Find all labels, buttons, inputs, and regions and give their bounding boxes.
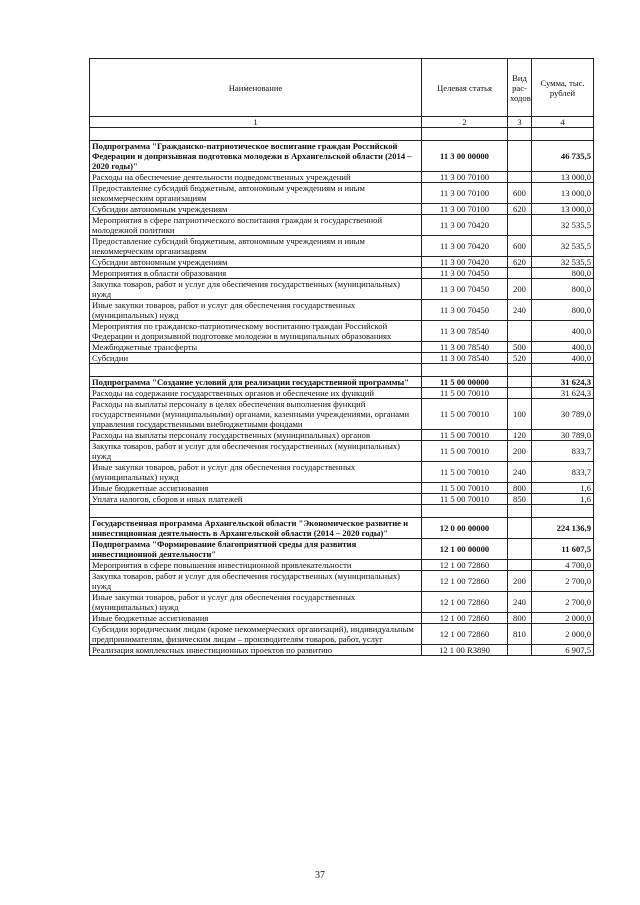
page-number: 37 — [315, 870, 325, 881]
table-row — [90, 268, 594, 279]
item-name: Предоставление субсидий бюджетным, автономным учреждениям и иным некоммерческим организациям — [90, 236, 422, 257]
target-article-code: 11 3 00 00000 — [422, 141, 508, 172]
target-article-code: 12 1 00 72860 — [422, 613, 508, 624]
table-row — [90, 613, 594, 624]
column-header-kind: Вид рас-ходов — [508, 59, 532, 117]
table-row — [90, 204, 594, 215]
item-name: Закупка товаров, работ и услуг для обеспечения государственных (муниципальных) нужд — [90, 279, 422, 300]
table-row — [90, 342, 594, 353]
table-row — [90, 430, 594, 441]
amount-value: 4 700,0 — [532, 560, 594, 571]
item-name: Подпрограмма "Создание условий для реализации государственной программы" — [90, 377, 422, 388]
item-name: Расходы на обеспечение деятельности подведомственных учреждений — [90, 172, 422, 183]
item-name: Расходы на содержание государственных органов и обеспечение их функций — [90, 388, 422, 399]
target-article-code: 12 1 00 72860 — [422, 571, 508, 592]
expense-kind-code: 600 — [508, 236, 532, 257]
item-name: Закупка товаров, работ и услуг для обеспечения государственных (муниципальных) нужд — [90, 441, 422, 462]
target-article-code: 11 5 00 70010 — [422, 388, 508, 399]
empty-cell — [532, 364, 594, 377]
target-article-code: 11 3 00 78540 — [422, 342, 508, 353]
item-name: Субсидии автономным учреждениям — [90, 204, 422, 215]
amount-value: 400,0 — [532, 321, 594, 342]
spacer-row — [90, 505, 594, 518]
item-name: Субсидии юридическим лицам (кроме некоммерческих организаций), индивидуальным предпринимателям, физическим лицам – производителям товаров, работ, услуг — [90, 624, 422, 645]
expense-kind-code: 600 — [508, 183, 532, 204]
item-name: Расходы на выплаты персоналу в целях обеспечения выполнения функций государственными (муниципальными) органами, казенными учреждениями, органами управления государственными внебюджетными фондами — [90, 399, 422, 430]
empty-cell — [422, 364, 508, 377]
target-article-code: 11 5 00 70010 — [422, 399, 508, 430]
amount-value: 400,0 — [532, 353, 594, 364]
amount-value: 6 907,5 — [532, 645, 594, 656]
item-name: Иные закупки товаров, работ и услуг для обеспечения государственных (муниципальных) нужд — [90, 300, 422, 321]
target-article-code: 11 5 00 70010 — [422, 462, 508, 483]
amount-value: 833,7 — [532, 441, 594, 462]
target-article-code: 12 1 00 72860 — [422, 624, 508, 645]
expense-kind-code: 620 — [508, 204, 532, 215]
amount-value: 31 624,3 — [532, 388, 594, 399]
item-name: Расходы на выплаты персоналу государственных (муниципальных) органов — [90, 430, 422, 441]
item-name: Государственная программа Архангельской области "Экономическое развитие и инвестиционная деятельность в Архангельской области (2014 – 2020 годы)" — [90, 518, 422, 539]
expense-kind-code: 200 — [508, 279, 532, 300]
expense-kind-code — [508, 645, 532, 656]
table-body — [90, 128, 594, 656]
column-number: 2 — [422, 117, 508, 128]
table-row — [90, 560, 594, 571]
amount-value: 13 000,0 — [532, 204, 594, 215]
expense-kind-code: 200 — [508, 441, 532, 462]
table-row — [90, 257, 594, 268]
empty-cell — [508, 364, 532, 377]
expense-kind-code — [508, 560, 532, 571]
item-name: Иные бюджетные ассигнования — [90, 483, 422, 494]
amount-value: 30 789,0 — [532, 399, 594, 430]
amount-value: 224 136,9 — [532, 518, 594, 539]
table-row — [90, 388, 594, 399]
target-article-code: 11 3 00 70100 — [422, 183, 508, 204]
target-article-code: 11 3 00 70420 — [422, 236, 508, 257]
table-row — [90, 321, 594, 342]
table-row — [90, 172, 594, 183]
target-article-code: 11 5 00 70010 — [422, 430, 508, 441]
item-name: Мероприятия в области образования — [90, 268, 422, 279]
table-row — [90, 483, 594, 494]
amount-value: 1,6 — [532, 483, 594, 494]
expense-kind-code — [508, 141, 532, 172]
amount-value: 13 000,0 — [532, 172, 594, 183]
expense-kind-code — [508, 268, 532, 279]
target-article-code: 12 1 00 72860 — [422, 560, 508, 571]
target-article-code: 11 3 00 70420 — [422, 257, 508, 268]
expense-kind-code: 500 — [508, 342, 532, 353]
program-row — [90, 518, 594, 539]
expense-kind-code — [508, 321, 532, 342]
expense-kind-code: 800 — [508, 613, 532, 624]
expense-kind-code: 240 — [508, 592, 532, 613]
column-header-name: Наименование — [90, 59, 422, 117]
expense-kind-code: 800 — [508, 483, 532, 494]
table-row — [90, 279, 594, 300]
amount-value: 1,6 — [532, 494, 594, 505]
empty-cell — [90, 364, 422, 377]
table-row — [90, 462, 594, 483]
empty-cell — [90, 128, 422, 141]
target-article-code: 11 5 00 70010 — [422, 441, 508, 462]
item-name: Подпрограмма "Гражданско-патриотическое воспитание граждан Российской Федерации и допризывная подготовка молодежи в Архангельской области (2014 – 2020 годы)" — [90, 141, 422, 172]
target-article-code: 11 5 00 70010 — [422, 494, 508, 505]
target-article-code: 12 0 00 00000 — [422, 518, 508, 539]
program-row — [90, 377, 594, 388]
target-article-code: 11 3 00 78540 — [422, 321, 508, 342]
expense-kind-code: 100 — [508, 399, 532, 430]
amount-value: 31 624,3 — [532, 377, 594, 388]
budget-table — [89, 58, 594, 656]
item-name: Субсидии автономным учреждениям — [90, 257, 422, 268]
expense-kind-code: 240 — [508, 462, 532, 483]
column-number: 4 — [532, 117, 594, 128]
amount-value: 32 535,5 — [532, 236, 594, 257]
expense-kind-code: 520 — [508, 353, 532, 364]
expense-kind-code: 200 — [508, 571, 532, 592]
program-row — [90, 539, 594, 560]
expense-kind-code — [508, 172, 532, 183]
target-article-code: 11 3 00 70450 — [422, 268, 508, 279]
expense-kind-code — [508, 377, 532, 388]
item-name: Предоставление субсидий бюджетным, автономным учреждениям и иным некоммерческим организациям — [90, 183, 422, 204]
amount-value: 32 535,5 — [532, 257, 594, 268]
expense-kind-code: 620 — [508, 257, 532, 268]
column-number: 1 — [90, 117, 422, 128]
amount-value: 32 535,5 — [532, 215, 594, 236]
target-article-code: 11 3 00 70100 — [422, 204, 508, 215]
amount-value: 800,0 — [532, 279, 594, 300]
expense-kind-code — [508, 388, 532, 399]
target-article-code: 12 1 00 72860 — [422, 592, 508, 613]
column-header-code: Целевая статья — [422, 59, 508, 117]
item-name: Мероприятия по гражданско-патриотическому воспитанию граждан Российской Федерации и допризывной подготовке молодежи в муниципальных образованиях — [90, 321, 422, 342]
amount-value: 2 700,0 — [532, 592, 594, 613]
expense-kind-code — [508, 518, 532, 539]
spacer-row — [90, 128, 594, 141]
empty-cell — [422, 128, 508, 141]
amount-value: 11 607,5 — [532, 539, 594, 560]
expense-kind-code: 240 — [508, 300, 532, 321]
target-article-code: 12 1 00 00000 — [422, 539, 508, 560]
item-name: Мероприятия в сфере патриотического воспитания граждан и государственной молодежной политики — [90, 215, 422, 236]
table-row — [90, 441, 594, 462]
target-article-code: 11 3 00 70420 — [422, 215, 508, 236]
table-row — [90, 183, 594, 204]
item-name: Субсидии — [90, 353, 422, 364]
amount-value: 2 000,0 — [532, 613, 594, 624]
table-row — [90, 236, 594, 257]
amount-value: 46 735,5 — [532, 141, 594, 172]
column-header-sum: Сумма, тыс. рублей — [532, 59, 594, 117]
item-name: Межбюджетные трансферты — [90, 342, 422, 353]
empty-cell — [422, 505, 508, 518]
empty-cell — [532, 128, 594, 141]
amount-value: 800,0 — [532, 300, 594, 321]
item-name: Мероприятия в сфере повышения инвестиционной привлекательности — [90, 560, 422, 571]
item-name: Реализация комплексных инвестиционных проектов по развитию — [90, 645, 422, 656]
table-row — [90, 624, 594, 645]
item-name: Иные бюджетные ассигнования — [90, 613, 422, 624]
empty-cell — [90, 505, 422, 518]
item-name: Закупка товаров, работ и услуг для обеспечения государственных (муниципальных) нужд — [90, 571, 422, 592]
target-article-code: 11 5 00 00000 — [422, 377, 508, 388]
expense-kind-code — [508, 539, 532, 560]
table-row — [90, 494, 594, 505]
target-article-code: 11 3 00 70450 — [422, 279, 508, 300]
item-name: Подпрограмма "Формирование благоприятной среды для развития инвестиционной деятельности" — [90, 539, 422, 560]
expense-kind-code: 810 — [508, 624, 532, 645]
expense-kind-code — [508, 215, 532, 236]
target-article-code: 11 3 00 78540 — [422, 353, 508, 364]
table-row — [90, 300, 594, 321]
target-article-code: 11 5 00 70010 — [422, 483, 508, 494]
table-header-row — [90, 59, 594, 117]
target-article-code: 11 3 00 70450 — [422, 300, 508, 321]
table-row — [90, 571, 594, 592]
amount-value: 2 000,0 — [532, 624, 594, 645]
target-article-code: 11 3 00 70100 — [422, 172, 508, 183]
amount-value: 13 000,0 — [532, 183, 594, 204]
spacer-row — [90, 364, 594, 377]
amount-value: 800,0 — [532, 268, 594, 279]
expense-kind-code: 850 — [508, 494, 532, 505]
program-row — [90, 141, 594, 172]
table-row — [90, 645, 594, 656]
amount-value: 30 789,0 — [532, 430, 594, 441]
item-name: Иные закупки товаров, работ и услуг для обеспечения государственных (муниципальных) нужд — [90, 592, 422, 613]
column-number-row — [90, 117, 594, 128]
table-row — [90, 215, 594, 236]
amount-value: 833,7 — [532, 462, 594, 483]
empty-cell — [508, 128, 532, 141]
amount-value: 400,0 — [532, 342, 594, 353]
table-row — [90, 399, 594, 430]
item-name: Иные закупки товаров, работ и услуг для обеспечения государственных (муниципальных) нужд — [90, 462, 422, 483]
expense-kind-code: 120 — [508, 430, 532, 441]
table-row — [90, 353, 594, 364]
target-article-code: 12 1 00 R3890 — [422, 645, 508, 656]
column-number: 3 — [508, 117, 532, 128]
empty-cell — [508, 505, 532, 518]
item-name: Уплата налогов, сборов и иных платежей — [90, 494, 422, 505]
table-row — [90, 592, 594, 613]
amount-value: 2 700,0 — [532, 571, 594, 592]
empty-cell — [532, 505, 594, 518]
